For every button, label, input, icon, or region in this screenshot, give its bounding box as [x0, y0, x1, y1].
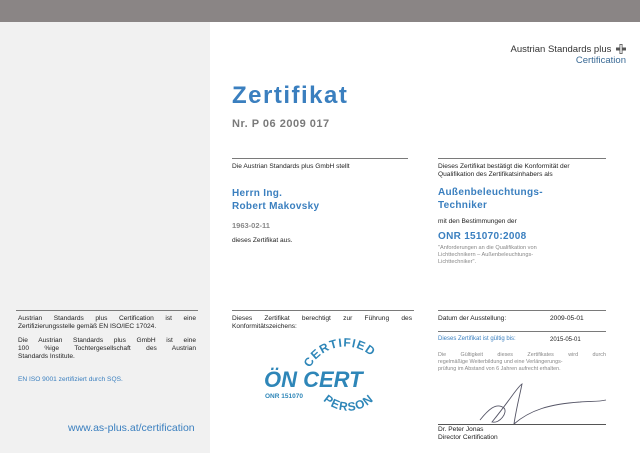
seal-main-mark: ÖN CERT	[264, 367, 363, 392]
issue-date-label: Datum der Ausstellung:	[438, 315, 507, 322]
brand-logo	[510, 44, 626, 66]
signatory-role: Director Certification	[438, 434, 498, 441]
seal-text	[232, 315, 412, 331]
divider	[438, 331, 606, 332]
valid-until-label: Dieses Zertifikat ist gültig bis:	[438, 336, 516, 342]
brand-name: Austrian Standards plus	[510, 44, 612, 55]
issue-date-value: 2009-05-01	[550, 315, 584, 322]
issuer-intro: Die Austrian Standards plus GmbH stellt	[232, 163, 350, 170]
holder-name: Robert Makovsky	[232, 201, 320, 212]
left-panel	[0, 22, 210, 453]
qualification-title-2: Techniker	[438, 200, 488, 211]
confirmation-intro-2: Qualifikation des Zertifikatsinhabers als	[438, 171, 553, 178]
oncert-certified-person-seal	[262, 332, 392, 422]
validity-note-line: regelmäßige Weiterbildung und eine Verlängerungs-	[438, 359, 563, 365]
divider	[232, 310, 414, 311]
seal-text-line: Konformitätszeichens:	[232, 323, 297, 330]
certification-url: www.as-plus.at/certification	[68, 422, 195, 434]
divider	[438, 310, 606, 311]
standard-subtitle-line: Lichttechniker".	[438, 259, 477, 265]
seal-bottom-arc: PERSON	[321, 391, 377, 414]
info-line: Die Austrian Standards plus GmbH ist eine	[18, 337, 196, 344]
confirmation-intro-1: Dieses Zertifikat bestätigt die Konformität der	[438, 163, 570, 170]
signature-line	[438, 424, 606, 425]
standard-subtitle-line: "Anforderungen an die Qualifikation von	[438, 245, 537, 251]
handwritten-signature	[470, 380, 610, 428]
info-line: 100 %ige Tochtergesellschaft des Austrian	[18, 345, 196, 352]
top-band	[0, 0, 640, 22]
info-line: Standards Institute.	[18, 353, 75, 360]
qualification-title-1: Außenbeleuchtungs-	[438, 187, 543, 198]
seal-text-line: Dieses Zertifikat berechtigt zur Führung des	[232, 315, 412, 322]
info-line: Zertifizierungsstelle gemäß EN ISO/IEC 17024.	[18, 323, 157, 330]
iso-9001-note: EN ISO 9001 zertifiziert durch SQS.	[18, 376, 123, 383]
seal-top-arc: CERTIFIED	[300, 335, 379, 370]
accreditation-info	[18, 315, 196, 361]
validity-note-line: Die Gültigkeit dieses Zertifikates wird durch	[438, 352, 606, 358]
signatory-name: Dr. Peter Jonas	[438, 426, 484, 433]
divider	[232, 158, 408, 159]
divider	[438, 158, 606, 159]
holder-birthdate: 1963-02-11	[232, 221, 270, 230]
seal-sub-mark: ONR 151070	[265, 393, 303, 400]
validity-note-line: prüfung im Abstand von 6 Jahren aufrecht erhalten.	[438, 366, 561, 372]
plus-cross-logo-icon	[616, 44, 626, 54]
info-line: Austrian Standards plus Certification ist eine	[18, 315, 196, 322]
regulation-intro: mit den Bestimmungen der	[438, 218, 517, 225]
valid-until-value: 2015-05-01	[550, 337, 581, 343]
standard-subtitle-line: Lichttechnikern – Außenbeleuchtungs-	[438, 252, 534, 258]
brand-subtitle: Certification	[575, 55, 626, 66]
holder-salutation: Herrn Ing.	[232, 188, 283, 199]
issuer-outro: dieses Zertifikat aus.	[232, 237, 293, 244]
divider	[16, 310, 198, 311]
validity-note	[438, 352, 606, 373]
certificate-number: Nr. P 06 2009 017	[232, 118, 330, 130]
standard-code: ONR 151070:2008	[438, 231, 527, 242]
standard-subtitle	[438, 245, 537, 266]
certificate-title: Zertifikat	[232, 82, 349, 109]
